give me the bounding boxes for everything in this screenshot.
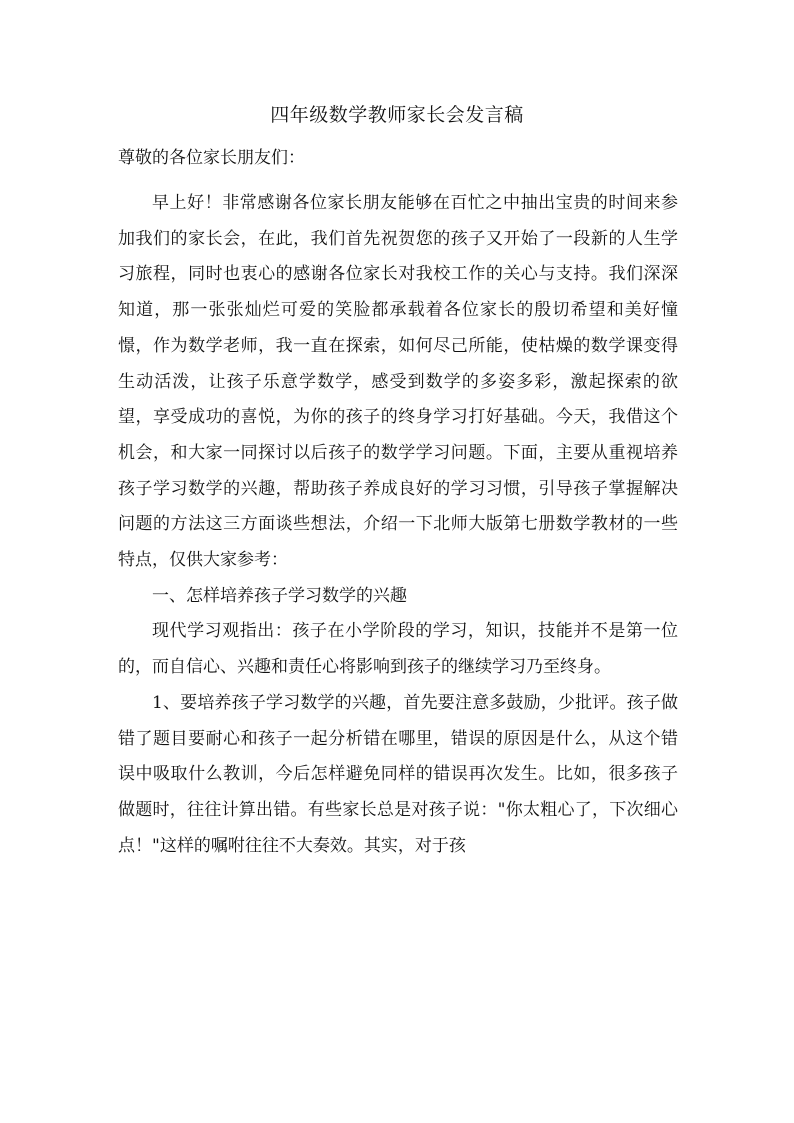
paragraph-intro: 早上好！非常感谢各位家长朋友能够在百忙之中抽出宝贵的时间来参加我们的家长会，在此，我们首先祝贺您的孩子又开始了一段新的人生学习旅程，同时也衷心的感谢各位家长对我校工作的关心与支持。我们深深知道，那一张张灿烂可爱的笑脸都承载着各位家长的殷切希望和美好憧憬，作为数学老师，我一直在探索，如何尽己所能，使枯燥的数学课变得生动活泼，让孩子乐意学数学，感受到数学的多姿多彩，激起探索的欲望，享受成功的喜悦，为你的孩子的终身学习打好基础。今天，我借这个机会，和大家一同探讨以后孩子的数学学习问题。下面，主要从重视培养孩子学习数学的兴趣，帮助孩子养成良好的学习习惯，引导孩子掌握解决问题的方法这三方面谈些想法，介绍一下北师大版第七册数学教材的一些特点，仅供大家参考： <box>118 193 678 571</box>
salutation: 尊敬的各位家长朋友们： <box>118 148 305 168</box>
paragraph-learning-view: 现代学习观指出：孩子在小学阶段的学习，知识，技能并不是第一位的，而自信心、兴趣和责任心将影响到孩子的继续学习乃至终身。 <box>118 621 678 678</box>
page-title: 四年级数学教师家长会发言稿 <box>270 104 524 126</box>
paragraph-point-one: 1、要培养孩子学习数学的兴趣，首先要注意多鼓励，少批评。孩子做错了题目要耐心和孩子一起分析错在哪里，错误的原因是什么，从这个错误中吸取什么教训，今后怎样避免同样的错误再次发生。比如，很多孩子做题时，往往计算出错。有些家长总是对孩子说："你太粗心了，下次细心点！"这样的嘱咐往往不大奏效。其实，对于孩 <box>118 692 678 856</box>
document-body <box>118 186 678 864</box>
section-heading: 一、怎样培养孩子学习数学的兴趣 <box>152 585 407 606</box>
